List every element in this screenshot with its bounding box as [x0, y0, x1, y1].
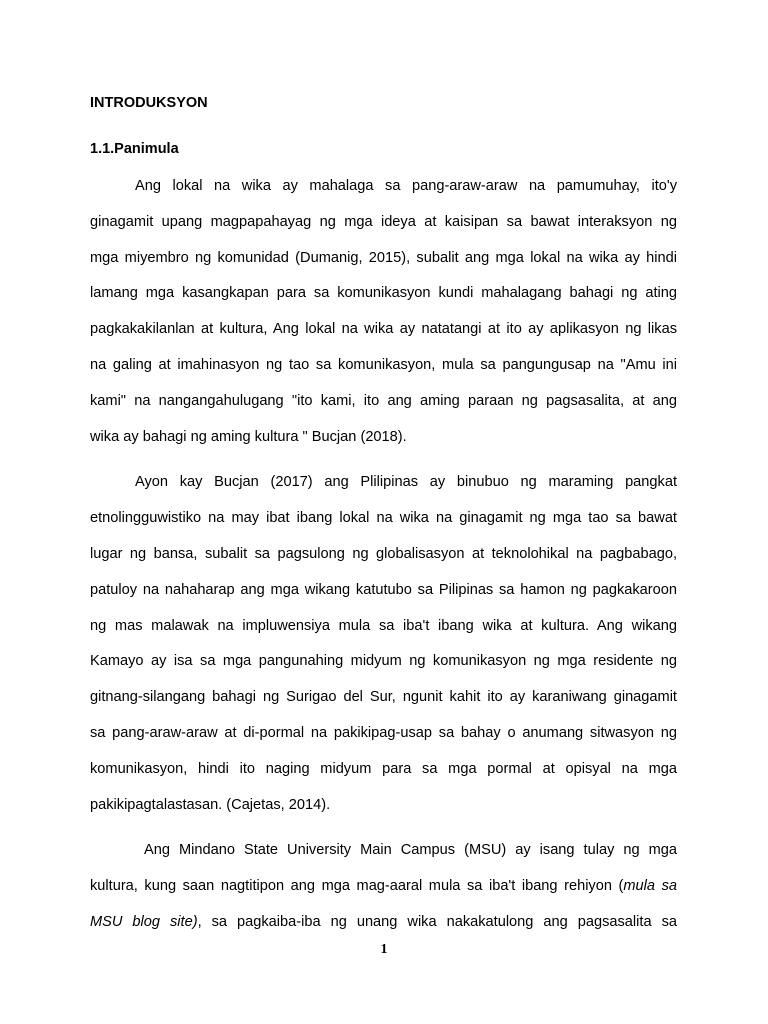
- paragraph-line: kami" na nangangahulugang "ito kami, ito ang aming paraan ng pagsasalita, at ang: [90, 392, 677, 409]
- paragraph-line: Kamayo ay isa sa mga pangunahing midyum ng komunikasyon ng mga residente ng: [90, 653, 677, 670]
- paragraph-2: [90, 465, 677, 823]
- paragraph-3: [90, 833, 677, 940]
- paragraph-line: lamang mga kasangkapan para sa komunikasyon kundi mahalagang bahagi ng ating: [90, 285, 677, 302]
- paragraph-line: etnolingguwistiko na may ibat ibang lokal na wika na ginagamit ng mga tao sa bawat: [90, 510, 677, 527]
- citation-italic: MSU blog site): [90, 913, 198, 930]
- page-number: 1: [380, 942, 388, 957]
- section-title: 1.1.Panimula: [90, 141, 179, 157]
- paragraph-line: gitnang-silangang bahagi ng Surigao del Sur, ngunit kahit ito ay karaniwang ginagamit: [90, 689, 677, 706]
- paragraph-line: ng mas malawak na impluwensiya mula sa iba't ibang wika at kultura. Ang wikang: [90, 617, 677, 634]
- line-text: kultura, kung saan nagtitipon ang mga mag-aaral mula sa iba't ibang rehiyon (: [90, 878, 624, 895]
- paragraph-line: wika ay bahagi ng aming kultura " Bucjan (2018).: [90, 428, 407, 445]
- paragraph-line: [90, 869, 677, 905]
- paragraph-line: [90, 905, 677, 941]
- document-body: [90, 88, 677, 951]
- paragraph-1: [90, 169, 677, 455]
- paragraph-line: pagkakakilanlan at kultura, Ang lokal na wika ay natatangi at ito ay aplikasyon ng likas: [90, 321, 677, 338]
- citation-italic: mula sa: [623, 878, 677, 895]
- paragraph-line: Ayon kay Bucjan (2017) ang Plilipinas ay binubuo ng maraming pangkat: [135, 474, 677, 491]
- paragraph-line: patuloy na nahaharap ang mga wikang katutubo sa Pilipinas sa hamon ng pagkakaroon: [90, 581, 677, 598]
- paragraph-line: na galing at imahinasyon ng tao sa komunikasyon, mula sa pangungusap na "Amu ini: [90, 356, 677, 373]
- line-text: , sa pagkaiba-iba ng unang wika nakakatulong ang pagsasalita sa: [197, 913, 677, 930]
- paragraph-line: komunikasyon, hindi ito naging midyum para sa mga pormal at opisyal na mga: [90, 760, 677, 777]
- paragraph-line: mga miyembro ng komunidad (Dumanig, 2015), subalit ang mga lokal na wika ay hindi: [90, 249, 677, 266]
- paragraph-line: ginagamit upang magpapahayag ng mga ideya at kaisipan sa bawat interaksyon ng: [90, 213, 677, 230]
- paragraph-line: pakikipagtalastasan. (Cajetas, 2014).: [90, 796, 331, 813]
- paragraph-line: Ang lokal na wika ay mahalaga sa pang-araw-araw na pamumuhay, ito'y: [135, 178, 677, 194]
- paragraph-line: lugar ng bansa, subalit sa pagsulong ng globalisasyon at teknolohikal na pagbabago,: [90, 545, 677, 562]
- paragraph-line: sa pang-araw-araw at di-pormal na pakikipag-usap sa bahay o anumang sitwasyon ng: [90, 724, 677, 741]
- paragraph-line: Ang Mindano State University Main Campus (MSU) ay isang tulay ng mga: [144, 842, 677, 859]
- document-heading: INTRODUKSYON: [90, 95, 208, 111]
